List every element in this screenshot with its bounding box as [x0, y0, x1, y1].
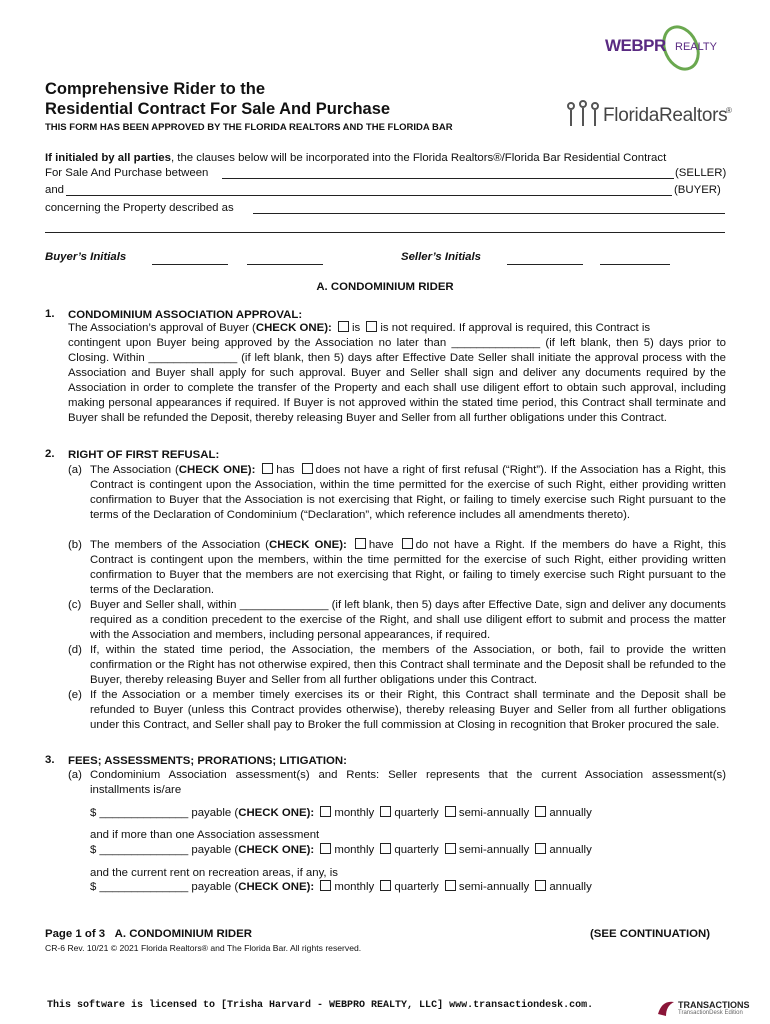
item-2a-lead: The Association (: [90, 464, 179, 476]
item-3a-body: Condominium Association assessment(s) and Rents: Seller represents that the current Association assessment(s) installments is/are: [90, 769, 726, 796]
item-2e-body: If the Association or a member timely exercises its or their Right, this Contract shall terminate and the Deposit shall be refunded to Buyer (unless this Contract provides otherwise), thereby releasing Buyer and Seller from all further obligations under this Contract, and Seller shall pay to Broker the full commission at Closing in recognition that Broker procured the sale.: [90, 689, 726, 731]
item-2a-has-label: has: [276, 464, 295, 476]
assessment-1-quarterly-checkbox[interactable]: [380, 806, 391, 817]
item-2b-body: Right, this Contract is contingent upon the members, within the time permitted for the exercise of such Right, either providing written confirmation to Buyer that the members are not exercising that Right, or failing to timely exercise such Right pursuant to the terms of the Declaration.: [90, 539, 727, 596]
buyer-initials-field-2[interactable]: [247, 264, 323, 265]
item-1-not-checkbox[interactable]: [366, 321, 377, 332]
item-2b-not-label: do not have a Right. If the members do have a: [415, 539, 669, 551]
item-1-is-label: is: [351, 322, 361, 334]
form-title-line1: Comprehensive Rider to the: [45, 80, 266, 98]
assessment-2-dollar: $ ______________ payable (: [90, 844, 239, 856]
assessment-row-1: [90, 806, 592, 821]
assessment-2-semi-checkbox[interactable]: [445, 843, 456, 854]
item-2-number: 2.: [45, 448, 55, 460]
item-1-number: 1.: [45, 308, 55, 320]
assessment-3-monthly-checkbox[interactable]: [320, 880, 331, 891]
buyer-name-field[interactable]: [66, 195, 672, 196]
assessment-1-semi: semi-annually: [458, 807, 530, 819]
item-1-not-label: is not required. If approval is required, this Contract is: [380, 322, 651, 334]
florida-realtors-mark: ®: [726, 106, 732, 115]
assessment-row-2: [90, 843, 592, 858]
seller-initials-field-1[interactable]: [507, 264, 583, 265]
item-1-is-checkbox[interactable]: [338, 321, 349, 332]
item-2a: [68, 463, 726, 523]
item-2b-label: (b): [68, 539, 82, 551]
item-2a-body: a Right, this Contract is contingent upon the Association, within the time permitted for the exercise of such Right, either providing written confirmation to Buyer that the Association is not exercising that Right, or failing to timely exercise such Right pursuant to the terms of the Declaration of Condominium (“Declaration”, which reference includes all amendments thereto).: [90, 464, 726, 521]
footer-continuation: (SEE CONTINUATION): [590, 928, 711, 940]
item-1-check-one: CHECK ONE):: [255, 322, 332, 334]
assessment-3-quarterly: quarterly: [394, 881, 439, 893]
footer-page: [45, 928, 252, 940]
item-2a-not-label: does not have a right of first refusal (“Right”). If the Association has: [315, 464, 661, 476]
item-2b-have-checkbox[interactable]: [355, 538, 366, 549]
assessment-1-quarterly: quarterly: [394, 807, 439, 819]
footer-page-number: Page 1 of 3: [45, 928, 106, 940]
florida-realtors-text: FloridaRealtors: [603, 105, 728, 126]
item-2c-label: (c): [68, 599, 82, 611]
rent-label: and the current rent on recreation areas, if any, is: [90, 867, 338, 879]
more-than-one-label: and if more than one Association assessment: [90, 829, 320, 841]
item-2a-check: CHECK ONE):: [178, 464, 256, 476]
item-2e-label: (e): [68, 689, 82, 701]
td-logo-sub: TransactionDesk Edition: [678, 1010, 743, 1016]
assessment-2-quarterly-checkbox[interactable]: [380, 843, 391, 854]
assessment-3-quarterly-checkbox[interactable]: [380, 880, 391, 891]
item-2c: [68, 598, 726, 643]
assessment-2-semi: semi-annually: [458, 844, 530, 856]
seller-initials-label: Seller’s Initials: [401, 251, 481, 263]
footer-copyright: CR-6 Rev. 10/21 © 2021 Florida Realtors® and The Florida Bar. All rights reserved.: [45, 943, 362, 953]
seller-name-field[interactable]: [222, 178, 674, 179]
seller-label: (SELLER): [675, 167, 727, 179]
td-logo-text: TRANSACTIONS: [678, 1000, 750, 1010]
property-label: concerning the Property described as: [45, 202, 234, 214]
item-2-heading: RIGHT OF FIRST REFUSAL:: [68, 449, 220, 461]
assessment-2-quarterly: quarterly: [394, 844, 439, 856]
assessment-2-monthly-checkbox[interactable]: [320, 843, 331, 854]
item-1-check-line: [68, 321, 650, 336]
assessment-2-annually-checkbox[interactable]: [535, 843, 546, 854]
item-3a-label: (a): [68, 769, 82, 781]
item-2a-not-checkbox[interactable]: [302, 463, 313, 474]
intro-text1: , the clauses below will be incorporated into the Florida Realtors®/Florida Bar Residential Contract: [170, 152, 667, 164]
assessment-3-annually: annually: [549, 881, 592, 893]
approval-note: THIS FORM HAS BEEN APPROVED BY THE FLORIDA REALTORS AND THE FLORIDA BAR: [45, 122, 453, 133]
footer-license: This software is licensed to [Trisha Harvard - WEBPRO REALTY, LLC] www.transactiondesk.com.: [47, 1000, 594, 1011]
item-2d-body: If, within the stated time period, the Association, the members of the Association, or both, fail to provide the written confirmation or the Right has not otherwise expired, then this Contract shall terminate and the Deposit shall be refunded to the Buyer, thereby releasing Buyer and Seller from all further obligations under this Contract.: [90, 644, 726, 686]
buyer-initials-field-1[interactable]: [152, 264, 228, 265]
item-1-body: contingent upon Buyer being approved by the Association no later than ______________ (if left blank, then 5) days prior to Closing. Within ______________ (if left blank, then 5) days after Effective Date Seller shall initiate the approval process with the Association and Buyer shall apply for such approval. Buyer and Seller shall sign and deliver any documents required by the Association in order to complete the transfer of the Property and each shall use diligent effort to obtain such approval, including making personal appearances if required. If Buyer is not approved within the stated time period, this Contract shall terminate and Buyer shall be refunded the Deposit, thereby releasing Buyer and Seller from all further obligations under this Contract.: [68, 337, 726, 424]
assessment-3-semi: semi-annually: [458, 881, 530, 893]
assessment-3-annually-checkbox[interactable]: [535, 880, 546, 891]
assessment-2-monthly: monthly: [334, 844, 375, 856]
assessment-1-monthly: monthly: [334, 807, 375, 819]
assessment-1-annually-checkbox[interactable]: [535, 806, 546, 817]
intro-line1: [45, 151, 666, 166]
assessment-3-dollar: $ ______________ payable (: [90, 881, 239, 893]
footer-rider: A. CONDOMINIUM RIDER: [114, 928, 252, 940]
item-2b-have-label: have: [368, 539, 394, 551]
assessment-1-semi-checkbox[interactable]: [445, 806, 456, 817]
assessment-1-dollar: $ ______________ payable (: [90, 807, 239, 819]
item-2c-body: Buyer and Seller shall, within ______________ (if left blank, then 5) days after Effective Date, sign and deliver any documents required as a condition precedent to the exercise of the Right, and shall use diligent effort to submit and process the matter with the Association and members, including personal appearances, if required.: [90, 599, 726, 641]
item-3-number: 3.: [45, 754, 55, 766]
florida-realtors-logo: [563, 100, 733, 134]
property-field-2[interactable]: [45, 232, 725, 233]
florida-realtors-people-icon: [563, 100, 603, 130]
item-2a-label: (a): [68, 464, 82, 476]
item-2d-label: (d): [68, 644, 82, 656]
item-2e: [68, 688, 726, 733]
transactiondesk-icon: [656, 998, 676, 1018]
webpro-realty-text: REALTY: [675, 41, 717, 53]
intro-between-label: For Sale And Purchase between: [45, 167, 209, 179]
item-2a-has-checkbox[interactable]: [262, 463, 273, 474]
assessment-3-monthly: monthly: [334, 881, 375, 893]
webpro-logo: [603, 22, 733, 78]
transactiondesk-logo: [656, 998, 756, 1020]
webpro-text: WEBPR: [605, 36, 666, 55]
assessment-1-annually: annually: [549, 807, 592, 819]
intro-bold-lead: If initialed by all parties: [45, 152, 171, 164]
assessment-1-monthly-checkbox[interactable]: [320, 806, 331, 817]
assessment-2-annually: annually: [549, 844, 592, 856]
item-2d: [68, 643, 726, 688]
assessment-1-check: CHECK ONE):: [238, 807, 315, 819]
seller-initials-field-2[interactable]: [600, 264, 670, 265]
item-2b-lead: The members of the Association (: [90, 539, 269, 551]
item-3a: [68, 768, 726, 798]
assessment-3-semi-checkbox[interactable]: [445, 880, 456, 891]
form-title-line2: Residential Contract For Sale And Purchase: [45, 100, 391, 118]
item-3-heading: FEES; ASSESSMENTS; PRORATIONS; LITIGATION:: [68, 755, 347, 767]
buyer-label: (BUYER): [674, 184, 721, 196]
item-1-lead: The Association’s approval of Buyer (: [68, 322, 256, 334]
item-2b-check: CHECK ONE):: [268, 539, 347, 551]
section-title: A. CONDOMINIUM RIDER: [316, 281, 454, 293]
assessment-3-check: CHECK ONE):: [238, 881, 315, 893]
and-label: and: [45, 184, 65, 196]
property-field[interactable]: [253, 213, 725, 214]
assessment-row-3: [90, 880, 592, 895]
item-2b: [68, 538, 727, 598]
item-1-heading: CONDOMINIUM ASSOCIATION APPROVAL:: [68, 309, 303, 321]
assessment-2-check: CHECK ONE):: [238, 844, 315, 856]
item-2b-not-checkbox[interactable]: [402, 538, 413, 549]
buyer-initials-label: Buyer’s Initials: [45, 251, 127, 263]
